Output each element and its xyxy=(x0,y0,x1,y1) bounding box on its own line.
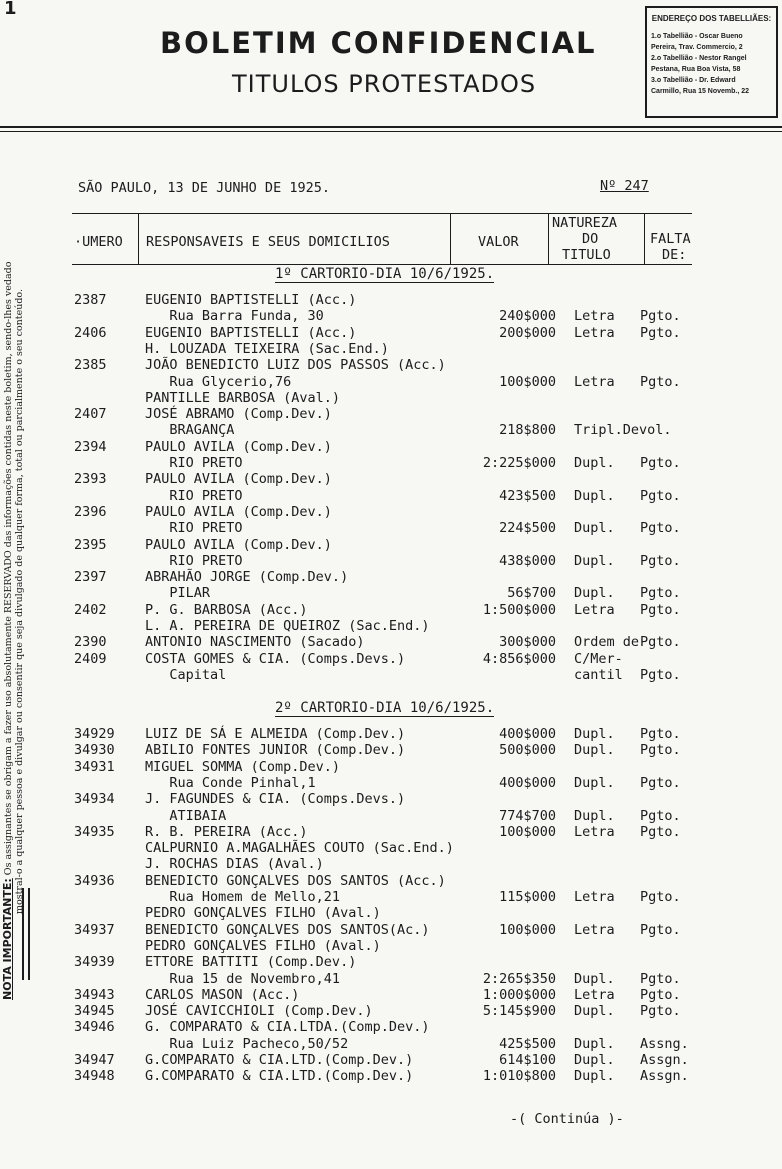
col-natureza: NATUREZA xyxy=(552,215,618,231)
row-falta: Pgto. xyxy=(640,520,681,537)
side-note-bars xyxy=(22,888,30,980)
row-natureza: Dupl. xyxy=(574,1052,615,1068)
row-responsavel: EUGENIO BAPTISTELLI (Acc.) xyxy=(145,324,357,341)
side-note-label: NOTA IMPORTANTE: xyxy=(1,878,14,1000)
row-natureza: Dupl. xyxy=(574,1003,615,1020)
row-valor: 500$000 xyxy=(499,742,556,759)
row-natureza: Letra xyxy=(574,986,615,1003)
row-number: 34937 xyxy=(74,921,115,938)
col-numero: ·UMERO xyxy=(74,234,123,250)
row-falta: Assgn. xyxy=(640,1068,689,1085)
row-valor: 4:856$000 xyxy=(482,650,556,667)
col-valor: VALOR xyxy=(478,234,519,250)
address-line: Pestana, Rua Boa Vista, 58 xyxy=(651,66,741,73)
row-valor: 438$000 xyxy=(499,552,556,569)
row-natureza: Dupl. xyxy=(574,455,615,471)
address-box xyxy=(645,6,778,118)
row-responsavel: CARLOS MASON (Acc.) xyxy=(145,986,300,1003)
row-falta: Pgto. xyxy=(640,774,681,791)
row-responsavel: PAULO AVILA (Comp.Dev.) xyxy=(145,536,332,553)
row-natureza: Letra xyxy=(574,373,615,390)
row-responsavel: J. FAGUNDES & CIA. (Comps.Devs.) xyxy=(145,791,406,808)
row-natureza: Dupl. xyxy=(574,774,615,791)
row-responsavel: Capital xyxy=(145,666,227,683)
row-natureza: Letra xyxy=(574,601,615,618)
row-responsavel: PEDRO GONÇALVES FILHO (Aval.) xyxy=(145,905,381,922)
address-line: 2.o Tabellião - Nestor Rangel xyxy=(651,55,747,62)
row-natureza: Ordem de xyxy=(574,634,640,651)
header-rule-thin xyxy=(0,131,782,132)
bulletin-title: BOLETIM CONFIDENCIAL xyxy=(160,26,597,60)
row-falta: Pgto. xyxy=(640,552,681,569)
row-number: 2407 xyxy=(74,406,107,423)
row-responsavel: COSTA GOMES & CIA. (Comps.Devs.) xyxy=(145,650,406,667)
row-number: 34930 xyxy=(74,742,115,759)
row-number: 34946 xyxy=(74,1019,115,1036)
continua-note: -( Continúa )- xyxy=(510,1111,624,1127)
row-responsavel: RIO PRETO xyxy=(145,552,243,569)
col-divider xyxy=(138,214,139,264)
row-responsavel: BRAGANÇA xyxy=(145,422,235,439)
row-number: 2387 xyxy=(74,292,107,308)
header-rule xyxy=(0,126,782,128)
row-natureza: Letra xyxy=(574,823,615,840)
row-valor: 224$500 xyxy=(499,520,556,537)
col-falta: FALTA xyxy=(650,231,691,247)
row-responsavel: JOSÉ ABRAMO (Comp.Dev.) xyxy=(145,406,332,423)
row-responsavel: J. ROCHAS DIAS (Aval.) xyxy=(145,856,324,873)
row-responsavel: P. G. BARBOSA (Acc.) xyxy=(145,601,308,618)
row-natureza: Dupl. xyxy=(574,726,615,742)
row-valor: 56$700 xyxy=(507,585,556,602)
row-valor: 100$000 xyxy=(499,921,556,938)
row-natureza: Letra xyxy=(574,308,615,325)
row-valor: 400$000 xyxy=(499,726,556,742)
row-falta: Assgn. xyxy=(640,1052,689,1068)
row-falta: Pgto. xyxy=(640,601,681,618)
col-divider xyxy=(450,214,451,264)
row-falta: Assng. xyxy=(640,1035,689,1052)
col-divider xyxy=(644,214,645,264)
address-line: 1.o Tabellião - Oscar Bueno xyxy=(651,33,743,40)
row-valor: 2:225$000 xyxy=(482,455,556,471)
row-falta: Pgto. xyxy=(640,634,681,651)
row-responsavel: PANTILLE BARBOSA (Aval.) xyxy=(145,389,341,406)
section-title: 1º CARTORIO-DIA 10/6/1925. xyxy=(275,266,495,282)
row-number: 34934 xyxy=(74,791,115,808)
row-falta: Pgto. xyxy=(640,666,681,683)
row-falta: Pgto. xyxy=(640,487,681,504)
row-responsavel: Rua 15 de Novembro,41 xyxy=(145,970,341,987)
row-responsavel: Rua Homem de Mello,21 xyxy=(145,889,341,905)
row-falta: Pgto. xyxy=(640,986,681,1003)
row-responsavel: L. A. PEREIRA DE QUEIROZ (Sac.End.) xyxy=(145,618,430,634)
row-number: 34947 xyxy=(74,1052,115,1068)
row-valor: 240$000 xyxy=(499,308,556,325)
row-natureza: Dupl. xyxy=(574,487,615,504)
row-falta: Pgto. xyxy=(640,921,681,938)
row-responsavel: Rua Barra Funda, 30 xyxy=(145,308,324,325)
row-responsavel: ATIBAIA xyxy=(145,807,227,824)
date-line: SÃO PAULO, 13 DE JUNHO DE 1925. xyxy=(78,180,330,196)
row-responsavel: ABILIO FONTES JUNIOR (Comp.Dev.) xyxy=(145,742,406,759)
row-valor: 5:145$900 xyxy=(482,1003,556,1020)
row-falta: Pgto. xyxy=(640,455,681,471)
row-responsavel: PAULO AVILA (Comp.Dev.) xyxy=(145,503,332,520)
row-responsavel: LUIZ DE SÁ E ALMEIDA (Comp.Dev.) xyxy=(145,726,406,742)
row-number: 2402 xyxy=(74,601,107,618)
row-valor: 614$100 xyxy=(499,1052,556,1068)
row-number: 34945 xyxy=(74,1003,115,1020)
row-valor: 200$000 xyxy=(499,324,556,341)
row-valor: 100$000 xyxy=(499,823,556,840)
row-responsavel: PAULO AVILA (Comp.Dev.) xyxy=(145,438,332,455)
side-note-line1: Os assignantes se obrigam a fazer uso absolutamente RESERVADO das informações contidas neste boletim, sendo-lhes vedado xyxy=(3,261,14,876)
row-responsavel: ETTORE BATTITI (Comp.Dev.) xyxy=(145,954,357,971)
row-number: 2393 xyxy=(74,471,107,488)
col-natureza: DO xyxy=(582,231,599,247)
row-responsavel: JOSÉ CAVICCHIOLI (Comp.Dev.) xyxy=(145,1003,373,1020)
row-number: 2394 xyxy=(74,438,107,455)
row-falta: Pgto. xyxy=(640,742,681,759)
row-responsavel: EUGENIO BAPTISTELLI (Acc.) xyxy=(145,292,357,308)
col-responsaveis: RESPONSAVEIS E SEUS DOMICILIOS xyxy=(146,234,390,250)
row-natureza: C/Mer- xyxy=(574,650,623,667)
row-responsavel: JOÃO BENEDICTO LUIZ DOS PASSOS (Acc.) xyxy=(145,357,446,374)
row-number: 2390 xyxy=(74,634,107,651)
row-responsavel: BENEDICTO GONÇALVES DOS SANTOS(Ac.) xyxy=(145,921,430,938)
row-falta: Pgto. xyxy=(640,823,681,840)
row-valor: 400$000 xyxy=(499,774,556,791)
row-valor: 100$000 xyxy=(499,373,556,390)
row-responsavel: CALPURNIO A.MAGALHÃES COUTO (Sac.End.) xyxy=(145,840,454,857)
row-responsavel: G.COMPARATO & CIA.LTD.(Comp.Dev.) xyxy=(145,1068,414,1085)
row-valor: 774$700 xyxy=(499,807,556,824)
row-valor: 1:500$000 xyxy=(482,601,556,618)
row-responsavel: G.COMPARATO & CIA.LTD.(Comp.Dev.) xyxy=(145,1052,414,1068)
row-valor: 218$800 xyxy=(499,422,556,439)
row-responsavel: PEDRO GONÇALVES FILHO (Aval.) xyxy=(145,937,381,954)
row-number: 34931 xyxy=(74,758,115,775)
row-falta: Pgto. xyxy=(640,807,681,824)
row-responsavel: MIGUEL SOMMA (Comp.Dev.) xyxy=(145,758,341,775)
col-divider xyxy=(548,214,549,264)
col-falta: DE: xyxy=(662,247,687,263)
row-responsavel: Rua Glycerio,76 xyxy=(145,373,292,390)
row-responsavel: G. COMPARATO & CIA.LTDA.(Comp.Dev.) xyxy=(145,1019,430,1036)
bulletin-subtitle: TITULOS PROTESTADOS xyxy=(232,70,537,98)
row-number: 2396 xyxy=(74,503,107,520)
row-natureza: Letra xyxy=(574,889,615,905)
address-box-heading: ENDEREÇO DOS TABELLIÃES: xyxy=(651,14,772,23)
row-number: 34939 xyxy=(74,954,115,971)
row-falta: Pgto. xyxy=(640,889,681,905)
row-falta: Pgto. xyxy=(640,585,681,602)
row-valor: 2:265$350 xyxy=(482,970,556,987)
address-line: 3.o Tabellião - Dr. Edward xyxy=(651,77,736,84)
row-valor: 115$000 xyxy=(499,889,556,905)
row-falta: Pgto. xyxy=(640,324,681,341)
row-responsavel: R. B. PEREIRA (Acc.) xyxy=(145,823,308,840)
row-responsavel: RIO PRETO xyxy=(145,520,243,537)
address-line: Carmillo, Rua 15 Novemb., 22 xyxy=(651,88,750,95)
row-number: 2406 xyxy=(74,324,107,341)
row-natureza: Dupl. xyxy=(574,1068,615,1085)
row-natureza: Dupl. xyxy=(574,520,615,537)
row-number: 2395 xyxy=(74,536,107,553)
section-title: 2º CARTORIO-DIA 10/6/1925. xyxy=(275,700,495,716)
row-valor: 423$500 xyxy=(499,487,556,504)
row-natureza: Tripl.Devol. xyxy=(574,422,672,439)
row-valor: 1:000$000 xyxy=(482,986,556,1003)
row-responsavel: BENEDICTO GONÇALVES DOS SANTOS (Acc.) xyxy=(145,872,446,889)
col-natureza: TITULO xyxy=(562,247,611,263)
row-responsavel: ANTONIO NASCIMENTO (Sacado) xyxy=(145,634,365,651)
table-header xyxy=(72,213,692,265)
row-number: 34935 xyxy=(74,823,115,840)
row-responsavel: H. LOUZADA TEIXEIRA (Sac.End.) xyxy=(145,340,389,357)
row-falta: Pgto. xyxy=(640,308,681,325)
row-responsavel: ABRAHÃO JORGE (Comp.Dev.) xyxy=(145,569,349,586)
row-responsavel: PILAR xyxy=(145,585,211,602)
row-natureza: Letra xyxy=(574,921,615,938)
row-falta: Pgto. xyxy=(640,970,681,987)
page-mark: 1 xyxy=(4,0,17,19)
row-responsavel: Rua Conde Pinhal,1 xyxy=(145,774,316,791)
row-valor: 300$000 xyxy=(499,634,556,651)
row-natureza: cantil xyxy=(574,666,623,683)
row-number: 2385 xyxy=(74,357,107,374)
row-natureza: Dupl. xyxy=(574,552,615,569)
row-number: 34929 xyxy=(74,726,115,742)
row-responsavel: PAULO AVILA (Comp.Dev.) xyxy=(145,471,332,488)
address-line: Pereira, Trav. Commercio, 2 xyxy=(651,44,743,51)
row-responsavel: Rua Luiz Pacheco,50/52 xyxy=(145,1035,349,1052)
row-valor: 1:010$800 xyxy=(482,1068,556,1085)
row-number: 34948 xyxy=(74,1068,115,1085)
row-number: 34943 xyxy=(74,986,115,1003)
row-falta: Pgto. xyxy=(640,726,681,742)
side-note-line2: mostral-o a qualquer pessoa e divulgar ou consentir que seja divulgado de qualquer forma, total ou parcialmente o seu conteúdo. xyxy=(14,289,25,914)
row-number: 2397 xyxy=(74,569,107,586)
row-falta: Pgto. xyxy=(640,373,681,390)
row-falta: Pgto. xyxy=(640,1003,681,1020)
row-valor: 425$500 xyxy=(499,1035,556,1052)
row-number: 34936 xyxy=(74,872,115,889)
row-number: 2409 xyxy=(74,650,107,667)
row-natureza: Dupl. xyxy=(574,970,615,987)
row-natureza: Dupl. xyxy=(574,807,615,824)
bulletin-number: Nº 247 xyxy=(600,178,649,194)
row-responsavel: RIO PRETO xyxy=(145,455,243,471)
row-natureza: Dupl. xyxy=(574,742,615,759)
row-natureza: Dupl. xyxy=(574,585,615,602)
row-natureza: Dupl. xyxy=(574,1035,615,1052)
row-responsavel: RIO PRETO xyxy=(145,487,243,504)
row-natureza: Letra xyxy=(574,324,615,341)
